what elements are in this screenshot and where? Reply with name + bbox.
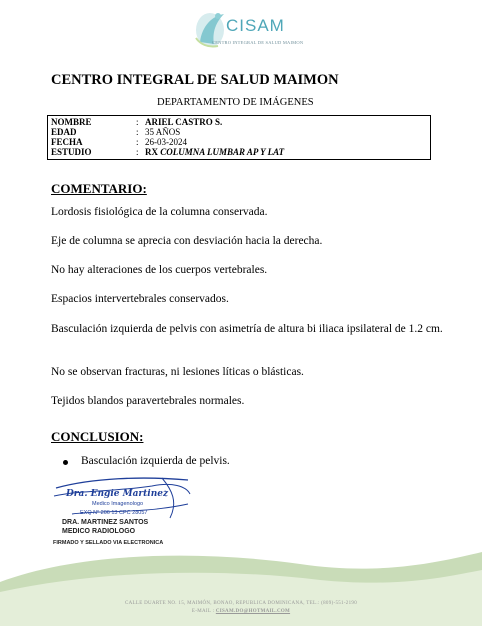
department-title: DEPARTAMENTO DE IMÁGENES: [157, 97, 314, 108]
study-date: 26-03-2024: [145, 137, 187, 147]
logo-tagline: CENTRO INTEGRAL DE SALUD MAIMON: [212, 40, 304, 45]
patient-age: 35 AÑOS: [145, 127, 181, 137]
comentario-paragraph: Eje de columna se aprecia con desviación hacia la derecha.: [51, 235, 323, 247]
stamp-role: Medico Imagenologo: [92, 501, 144, 507]
info-colon: :: [136, 137, 139, 147]
comentario-paragraph: No se observan fracturas, ni lesiones líticas o blásticas.: [51, 366, 304, 378]
study-description: COLUMNA LUMBAR AP Y LAT: [160, 147, 285, 157]
comentario-paragraph: Basculación izquierda de pelvis con asimetría de altura bi iliaca ipsilateral de 1.2 cm.: [51, 323, 443, 335]
bullet-icon: [63, 460, 68, 465]
study-name: [145, 147, 284, 157]
doctor-name: DRA. MARTINEZ SANTOS: [62, 519, 149, 526]
comentario-paragraph: No hay alteraciones de los cuerpos vertebrales.: [51, 264, 268, 276]
doctor-title: MEDICO RADIOLOGO: [62, 528, 136, 535]
stamp-exequatur: EXQ Nº 206 13 CPC 28057: [80, 510, 148, 516]
logo-name: CISAM: [226, 16, 285, 35]
info-label: ESTUDIO: [51, 147, 92, 157]
footer-email-label: E-MAIL :: [191, 609, 216, 614]
conclusion-item: Basculación izquierda de pelvis.: [81, 455, 230, 467]
comentario-paragraph: Tejidos blandos paravertebrales normales.: [51, 395, 245, 407]
stamp-name: Dra. Engie Martinez: [66, 489, 169, 499]
study-prefix: RX: [145, 147, 161, 157]
footer-email-line: [0, 609, 482, 614]
info-colon: :: [136, 127, 139, 137]
signature-note: FIRMADO Y SELLADO VIA ELECTRONICA: [53, 540, 164, 546]
info-label: EDAD: [51, 127, 77, 137]
footer-email-link[interactable]: CISAM.DO@HOTMAIL.COM: [215, 609, 291, 614]
comentario-paragraph: Lordosis fisiológica de la columna conservada.: [51, 206, 268, 218]
footer-wave-icon: [0, 552, 482, 626]
footer-address: CALLE DUARTE NO. 15, MAIMÓN, BONAO, REPUBLICA DOMINICANA, TEL.: (809)-551-2190: [124, 601, 358, 606]
info-label: FECHA: [51, 137, 83, 147]
info-label: NOMBRE: [51, 117, 92, 127]
comentario-title: COMENTARIO:: [51, 181, 147, 196]
signature-stamp-icon: [52, 474, 192, 522]
info-colon: :: [136, 117, 139, 127]
patient-name: ARIEL CASTRO S.: [145, 117, 223, 127]
comentario-paragraph: Espacios intervertebrales conservados.: [51, 293, 229, 305]
center-title: CENTRO INTEGRAL DE SALUD MAIMON: [51, 72, 339, 88]
conclusion-title: CONCLUSION:: [51, 429, 144, 444]
patient-info-box: [47, 115, 431, 160]
info-colon: :: [136, 147, 139, 157]
